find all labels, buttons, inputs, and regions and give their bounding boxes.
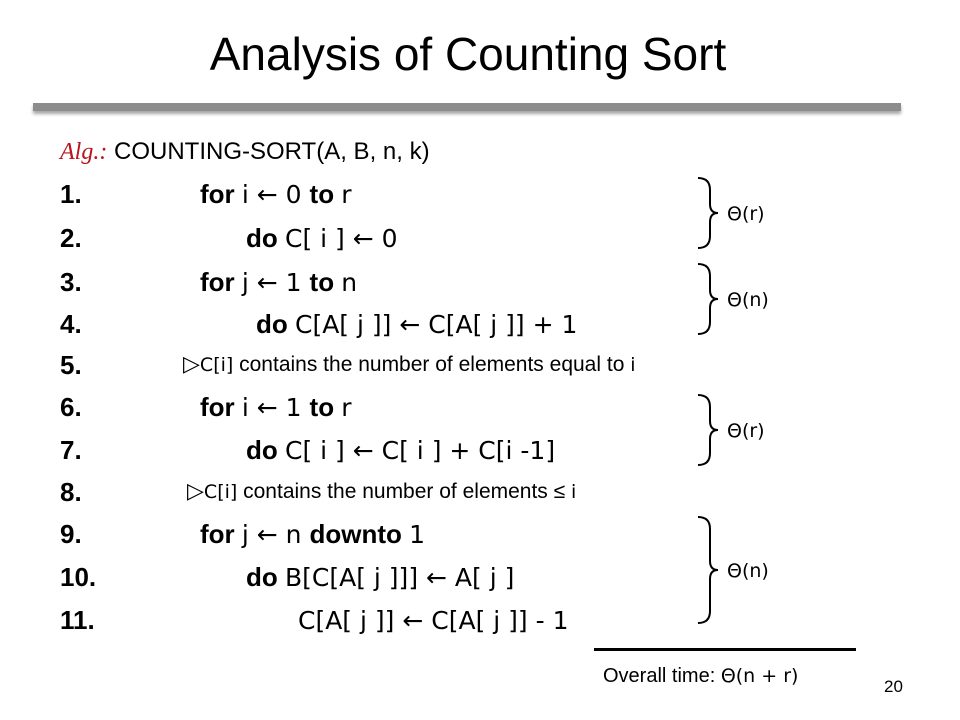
brace-lines-1-2 (696, 176, 722, 250)
code-token: contains the number of elements equal to (233, 353, 631, 376)
code-token: C[i] (199, 354, 234, 376)
comment-triangle-icon: ▷ (187, 479, 204, 504)
code-text (246, 561, 514, 594)
keyword: do (256, 309, 295, 339)
code-token: C[ i ] ← C[ i ] + C[i -1] (285, 436, 556, 465)
line-number: 4. (60, 309, 82, 339)
code-token: 1 (409, 520, 426, 549)
code-token: C[i] (203, 481, 238, 503)
line-number: 11. (60, 605, 95, 635)
keyword: for (200, 179, 242, 209)
code-token: C[A[ j ]] ← C[A[ j ]] - 1 (298, 606, 569, 635)
keyword: for (200, 392, 242, 422)
comment-triangle-icon: ▷ (183, 352, 200, 377)
keyword: for (200, 267, 242, 297)
keyword: to (309, 267, 342, 297)
complexity-label: Θ(r) (727, 420, 765, 442)
code-token: C[ i ] ← 0 (285, 224, 398, 253)
code-token: C[A[ j ]] ← C[A[ j ]] + 1 (295, 310, 578, 339)
keyword: to (309, 392, 342, 422)
code-token: contains the number of elements ≤ (237, 480, 571, 503)
code-text (256, 308, 577, 341)
overall-divider (594, 648, 856, 651)
code-token: i (571, 481, 577, 503)
brace-lines-3-4 (696, 262, 722, 336)
line-number: 2. (60, 223, 82, 253)
code-token: B[C[A[ j ]]] ← A[ j ] (285, 563, 515, 592)
title-divider (33, 103, 901, 111)
code-text (200, 518, 425, 551)
code-text (298, 604, 568, 637)
comment-text (187, 476, 576, 508)
slide-title: Analysis of Counting Sort (209, 28, 727, 80)
keyword: for (200, 519, 242, 549)
code-text (246, 434, 555, 467)
comment-text (183, 349, 636, 381)
code-text (200, 178, 352, 211)
line-number: 6. (60, 392, 82, 422)
keyword: do (246, 223, 285, 253)
code-token: n (341, 268, 358, 297)
code-token: i ← 0 (241, 180, 310, 209)
page-number: 20 (884, 677, 903, 696)
complexity-label: Θ(r) (727, 203, 765, 225)
line-number: 9. (60, 519, 82, 549)
code-token: r (341, 393, 352, 422)
code-text (246, 222, 398, 255)
brace-lines-6-7 (696, 393, 722, 467)
code-token: j ← n (241, 520, 310, 549)
complexity-label: Θ(n) (727, 289, 769, 311)
code-token: j ← 1 (241, 268, 310, 297)
keyword: to (309, 179, 342, 209)
overall-time-label: Overall time: (603, 665, 721, 687)
overall-time-value: Θ(n + r) (720, 665, 799, 687)
line-number: 3. (60, 267, 82, 297)
line-number: 1. (60, 179, 82, 209)
code-token: r (341, 180, 352, 209)
overall-time (603, 665, 798, 688)
algorithm-header (60, 138, 430, 166)
keyword: downto (309, 519, 410, 549)
keyword: do (246, 435, 285, 465)
line-number: 5. (60, 350, 82, 380)
code-token: i (630, 354, 636, 376)
code-token: i ← 1 (241, 393, 310, 422)
code-text (200, 266, 357, 299)
alg-prefix: Alg.: (60, 139, 108, 165)
brace-lines-9-11 (696, 515, 722, 625)
complexity-label: Θ(n) (727, 560, 769, 582)
line-number: 10. (60, 562, 97, 592)
line-number: 8. (60, 477, 82, 507)
code-text (200, 391, 352, 424)
alg-signature: COUNTING-SORT(A, B, n, k) (114, 138, 430, 165)
line-number: 7. (60, 435, 82, 465)
keyword: do (246, 562, 285, 592)
